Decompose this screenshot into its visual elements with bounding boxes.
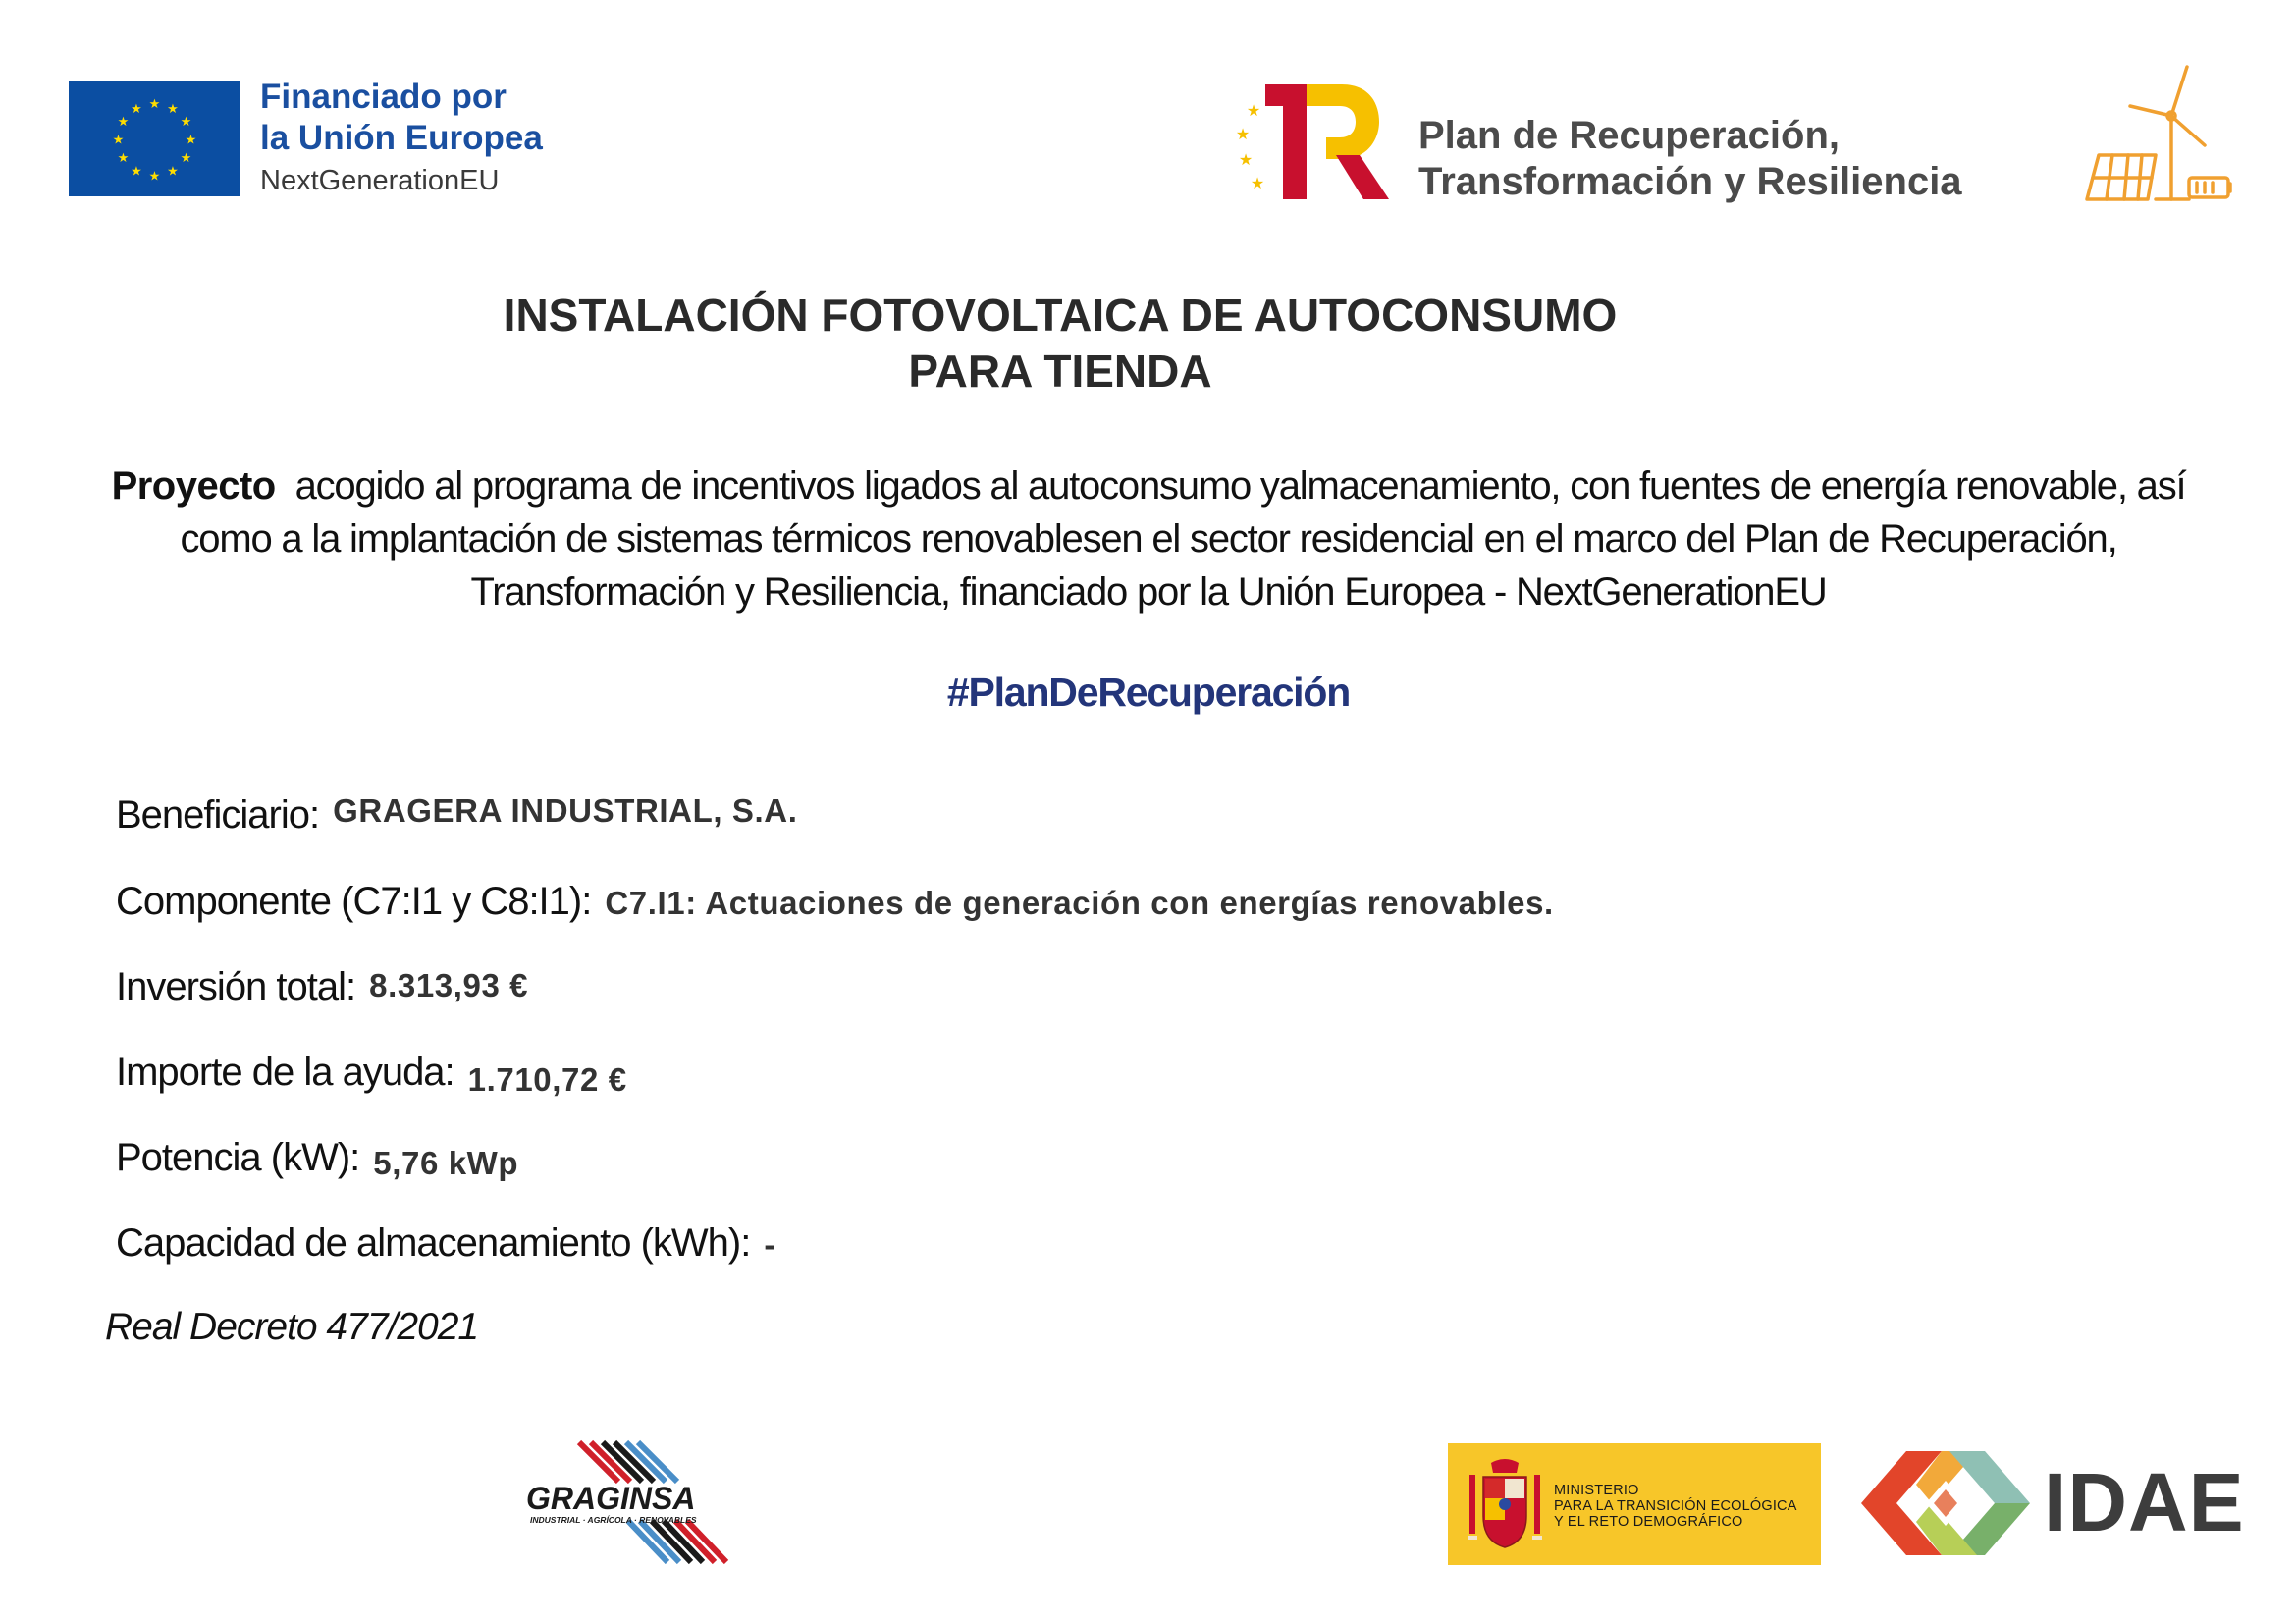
hashtag: #PlanDeRecuperación (946, 670, 1351, 715)
svg-text:★: ★ (131, 102, 142, 117)
graginsa-logo (520, 1438, 756, 1566)
field-label: Capacidad de almacenamiento (kWh): (116, 1221, 751, 1265)
field-inversion (116, 965, 528, 1009)
eu-funding-text (260, 77, 543, 202)
page-title (245, 288, 1875, 400)
field-value: 8.313,93 € (369, 967, 529, 1003)
svg-text:★: ★ (180, 151, 192, 166)
svg-text:★: ★ (148, 169, 161, 185)
field-value: - (764, 1226, 775, 1263)
eu-line-3: NextGenerationEU (260, 165, 500, 196)
idae-name: IDAE (2044, 1456, 2245, 1548)
graginsa-name: GRAGINSA (526, 1481, 696, 1516)
project-lead: Proyecto (111, 464, 276, 508)
project-body: acogido al programa de incentivos ligados al autoconsumo yalmacenamiento, con fuentes de energía renovable, así como a la implantación de sistemas térmicos renovablesen el sector residencial en el marco del Plan de Recuperación, Transformación y Resiliencia, financiado por la Unión Europea - NextGenerationEU (180, 464, 2186, 614)
svg-text:★: ★ (1235, 125, 1251, 143)
field-componente (116, 880, 1554, 924)
real-decreto: Real Decreto 477/2021 (105, 1306, 479, 1348)
field-value: 1.710,72 € (467, 1061, 627, 1098)
solar-wind-battery-icon (2079, 62, 2236, 214)
project-description (88, 460, 2209, 619)
eu-line-2: la Unión Europea (260, 119, 543, 157)
svg-text:★: ★ (180, 115, 192, 130)
graginsa-tagline: INDUSTRIAL · AGRÍCOLA · RENOVABLES (530, 1515, 697, 1525)
field-label: Componente (C7:I1 y C8:I1): (116, 880, 592, 923)
prtr-line-2: Transformación y Resiliencia (1418, 160, 1962, 203)
ministerio-line-1: MINISTERIO (1554, 1483, 1639, 1498)
ministerio-logo (1448, 1443, 1821, 1565)
svg-text:★: ★ (167, 164, 179, 180)
field-value: 5,76 kWp (373, 1145, 519, 1181)
field-value: C7.I1: Actuaciones de generación con energías renovables. (605, 885, 1554, 921)
svg-text:★: ★ (185, 133, 197, 148)
field-label: Potencia (kW): (116, 1136, 360, 1179)
title-line-2: PARA TIENDA (908, 346, 1212, 397)
svg-text:★: ★ (117, 115, 130, 130)
svg-text:★: ★ (1246, 101, 1261, 120)
ministerio-text (1554, 1483, 1797, 1530)
svg-text:★: ★ (131, 164, 142, 180)
prtr-line-1: Plan de Recuperación, (1418, 114, 1841, 157)
spain-coat-of-arms-icon (1466, 1457, 1544, 1551)
idae-mark-icon (1857, 1441, 2034, 1565)
field-capacidad (116, 1221, 775, 1266)
svg-text:★: ★ (167, 102, 179, 117)
field-label: Inversión total: (116, 965, 356, 1008)
svg-text:★: ★ (1250, 174, 1265, 192)
field-ayuda (116, 1051, 627, 1098)
field-label: Beneficiario: (116, 793, 320, 837)
svg-text:★: ★ (112, 133, 125, 148)
tr-logo-icon (1232, 77, 1389, 204)
svg-text:★: ★ (117, 151, 130, 166)
field-label: Importe de la ayuda: (116, 1051, 454, 1094)
svg-text:★: ★ (1238, 150, 1254, 169)
field-beneficiario (116, 793, 797, 838)
eu-line-1: Financiado por (260, 78, 507, 116)
field-potencia (116, 1136, 518, 1180)
ministerio-line-2: PARA LA TRANSICIÓN ECOLÓGICA (1554, 1498, 1797, 1514)
svg-text:★: ★ (148, 97, 161, 112)
eu-flag-icon (69, 81, 240, 196)
title-line-1: INSTALACIÓN FOTOVOLTAICA DE AUTOCONSUMO (503, 290, 1618, 341)
ministerio-line-3: Y EL RETO DEMOGRÁFICO (1554, 1514, 1743, 1530)
prtr-text (1418, 113, 1962, 205)
field-value: GRAGERA INDUSTRIAL, S.A. (333, 792, 798, 829)
